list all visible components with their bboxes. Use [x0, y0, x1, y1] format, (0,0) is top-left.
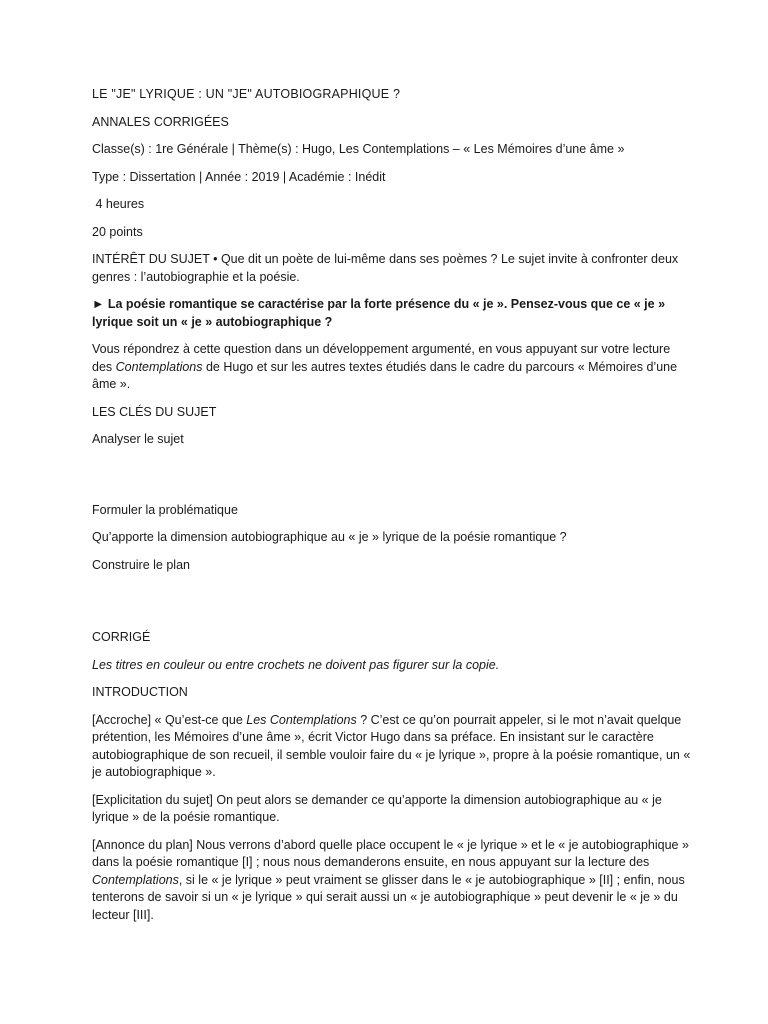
sujet-text: La poésie romantique se caractérise par la forte présence du « je ». Pensez-vous que ce « je » lyrique soit un « je » autobiographique ?: [92, 297, 666, 329]
consigne-text-2: de Hugo et sur les autres textes étudiés dans le cadre du parcours « Mémoires d’une âme ».: [92, 359, 678, 391]
classes-line: Classe(s) : 1re Générale | Thème(s) : Hugo, Les Contemplations – « Les Mémoires d’une âme »: [92, 142, 625, 156]
construire-label: Construire le plan: [92, 557, 190, 572]
spacer: [92, 584, 692, 629]
consigne-italic: Contemplations: [115, 359, 203, 374]
corrige-note: Les titres en couleur ou entre crochets ne doivent pas figurer sur la copie.: [92, 657, 500, 672]
interet-paragraph: [92, 251, 692, 286]
accroche-text-2: ? C’est ce qu’on pourrait appeler, si le mot n’avait quelque prétention, les Mémoires d’une âme », écrit Victor Hugo dans sa préface. En insistant sur le caractère autobiographique de son recueil, il semble vouloir faire du « je lyrique », propre à la poésie romantique, un « je autobiographique ».: [92, 712, 691, 779]
cles-heading: LES CLÉS DU SUJET: [92, 404, 217, 419]
consigne-text-1: Vous répondrez à cette question dans un développement argumenté, en vous appuyant sur votre lecture des: [92, 342, 671, 374]
corrige-heading: CORRIGÉ: [92, 630, 151, 644]
duration-line: 4 heures: [92, 197, 145, 211]
accroche-text-1: [Accroche] « Qu’est-ce que: [92, 712, 247, 727]
annonce-paragraph: [92, 837, 692, 925]
interet-text: Que dit un poète de lui-même dans ses poèmes ? Le sujet invite à confronter deux genres : l’autobiographie et la poésie.: [92, 252, 679, 284]
consigne-paragraph: [92, 341, 692, 394]
sujet-paragraph: [92, 296, 692, 331]
document-title: LE "JE" LYRIQUE : UN "JE" AUTOBIOGRAPHIQUE ?: [92, 87, 401, 101]
accroche-italic: Les Contemplations: [246, 712, 357, 727]
problematique-text: Qu’apporte la dimension autobiographique au « je » lyrique de la poésie romantique ?: [92, 530, 567, 544]
spacer: [92, 459, 692, 502]
annales-label: ANNALES CORRIGÉES: [92, 114, 229, 129]
points-line: 20 points: [92, 224, 143, 239]
explicitation-paragraph: [Explicitation du sujet] On peut alors se demander ce qu’apporte la dimension autobiographique au « je lyrique » de la poésie romantique.: [92, 792, 662, 824]
type-line: Type : Dissertation | Année : 2019 | Académie : Inédit: [92, 169, 386, 184]
sujet-arrow-icon: ►: [92, 297, 105, 311]
annonce-italic: Contemplations: [92, 872, 179, 887]
analyser-label: Analyser le sujet: [92, 432, 184, 446]
annonce-text-2: , si le « je lyrique » peut vraiment se glisser dans le « je autobiographique » [II] ; enfin, nous tenterons de savoir si un « je lyrique » qui serait aussi un « je autobiographique » peut devenir le « je » du lecteur [III].: [92, 872, 685, 922]
introduction-heading: INTRODUCTION: [92, 685, 188, 699]
formuler-label: Formuler la problématique: [92, 502, 238, 517]
annonce-text-1: [Annonce du plan] Nous verrons d’abord quelle place occupent le « je lyrique » et le « je autobiographique » dans la poésie romantique [I] ; nous nous demanderons ensuite, en nous appuyant sur la lecture des: [92, 837, 689, 869]
accroche-paragraph: [92, 712, 692, 782]
document-page: [92, 86, 692, 934]
interet-label: INTÉRÊT DU SUJET •: [92, 252, 218, 266]
